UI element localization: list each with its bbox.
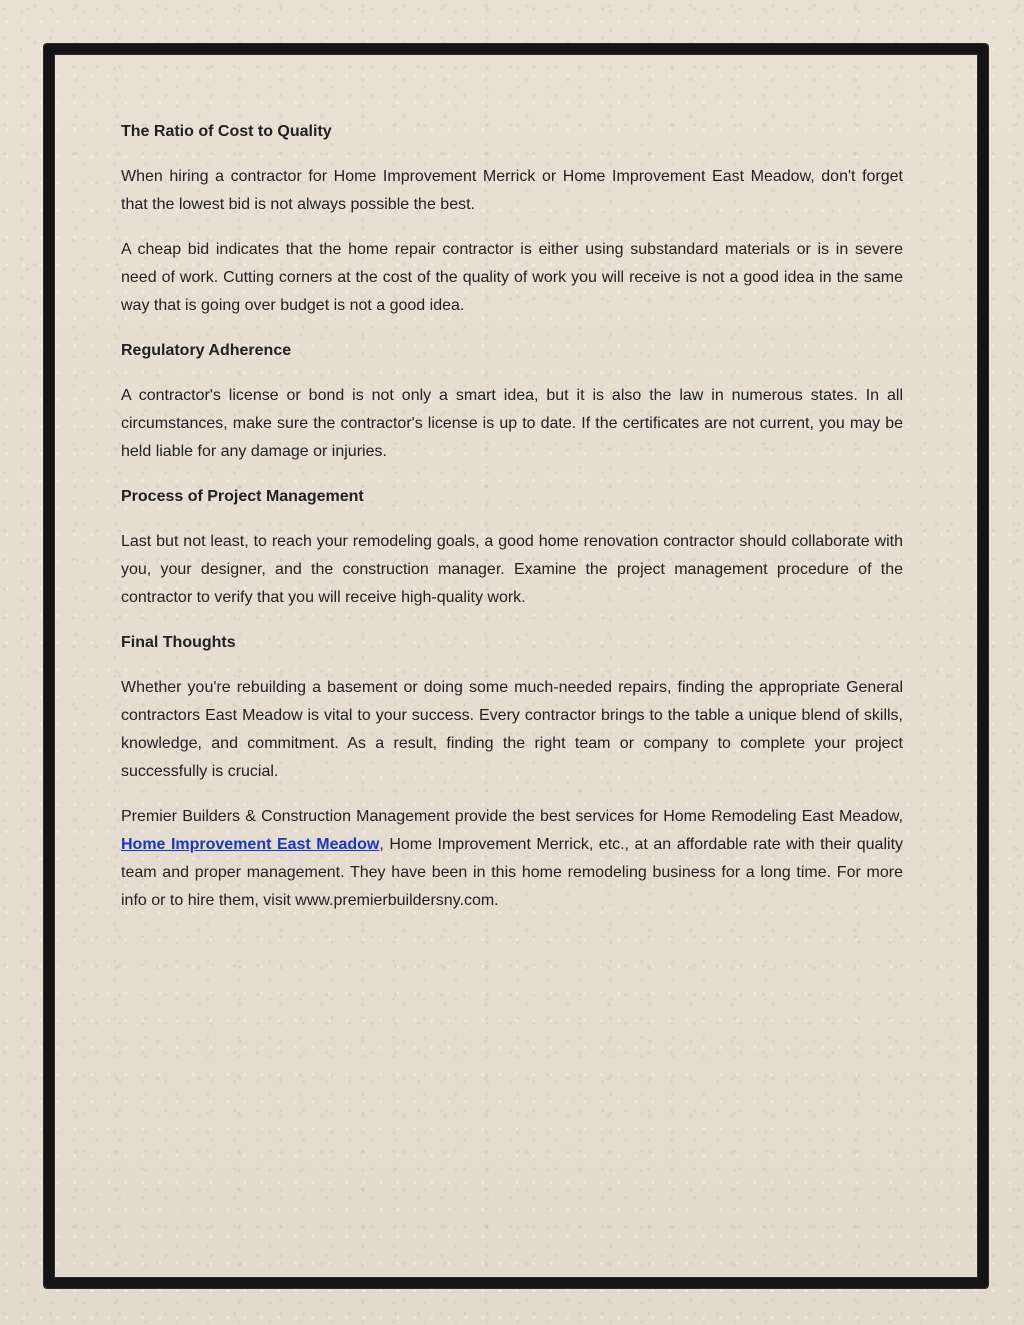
paragraph-final-thoughts: Whether you're rebuilding a basement or doing some much-needed repairs, finding the appropriate General contractors East Meadow is vital to your success. Every contractor brings to the table a unique blend of skills, knowledge, and commitment. As a result, finding the right team or company to complete your project successfully is crucial. — [121, 679, 903, 780]
paragraph-project-management: Last but not least, to reach your remodeling goals, a good home renovation contractor should collaborate with you, your designer, and the construction manager. Examine the project management procedure of the contractor to verify that you will receive high-quality work. — [121, 533, 903, 606]
paragraph-closing — [121, 803, 903, 915]
heading-project-management: Process of Project Management — [121, 488, 364, 505]
closing-text-after-link: , Home Improvement Merrick, etc., at an affordable rate with their quality team and proper management. They have been in this home remodeling business for a long time. For more info or to hire them, visit www.premierbuildersny.com. — [121, 836, 904, 909]
heading-regulatory-adherence: Regulatory Adherence — [121, 342, 292, 359]
heading-final-thoughts: Final Thoughts — [121, 634, 236, 651]
document-body — [121, 118, 903, 932]
paragraph-regulatory-adherence: A contractor's license or bond is not only a smart idea, but it is also the law in numerous states. In all circumstances, make sure the contractor's license is up to date. If the certificates are not current, you may be held liable for any damage or injuries. — [121, 387, 903, 460]
closing-text-before-link: Premier Builders & Construction Management provide the best services for Home Remodeling East Meadow, — [121, 808, 903, 825]
heading-cost-quality: The Ratio of Cost to Quality — [121, 123, 332, 140]
paragraph-cost-quality-2: A cheap bid indicates that the home repair contractor is either using substandard materials or is in severe need of work. Cutting corners at the cost of the quality of work you will receive is not a good idea in the same way that is going over budget is not a good idea. — [121, 241, 903, 314]
paragraph-cost-quality-1: When hiring a contractor for Home Improvement Merrick or Home Improvement East Meadow, don't forget that the lowest bid is not always possible the best. — [121, 168, 903, 213]
home-improvement-east-meadow-link[interactable]: Home Improvement East Meadow — [121, 836, 380, 853]
